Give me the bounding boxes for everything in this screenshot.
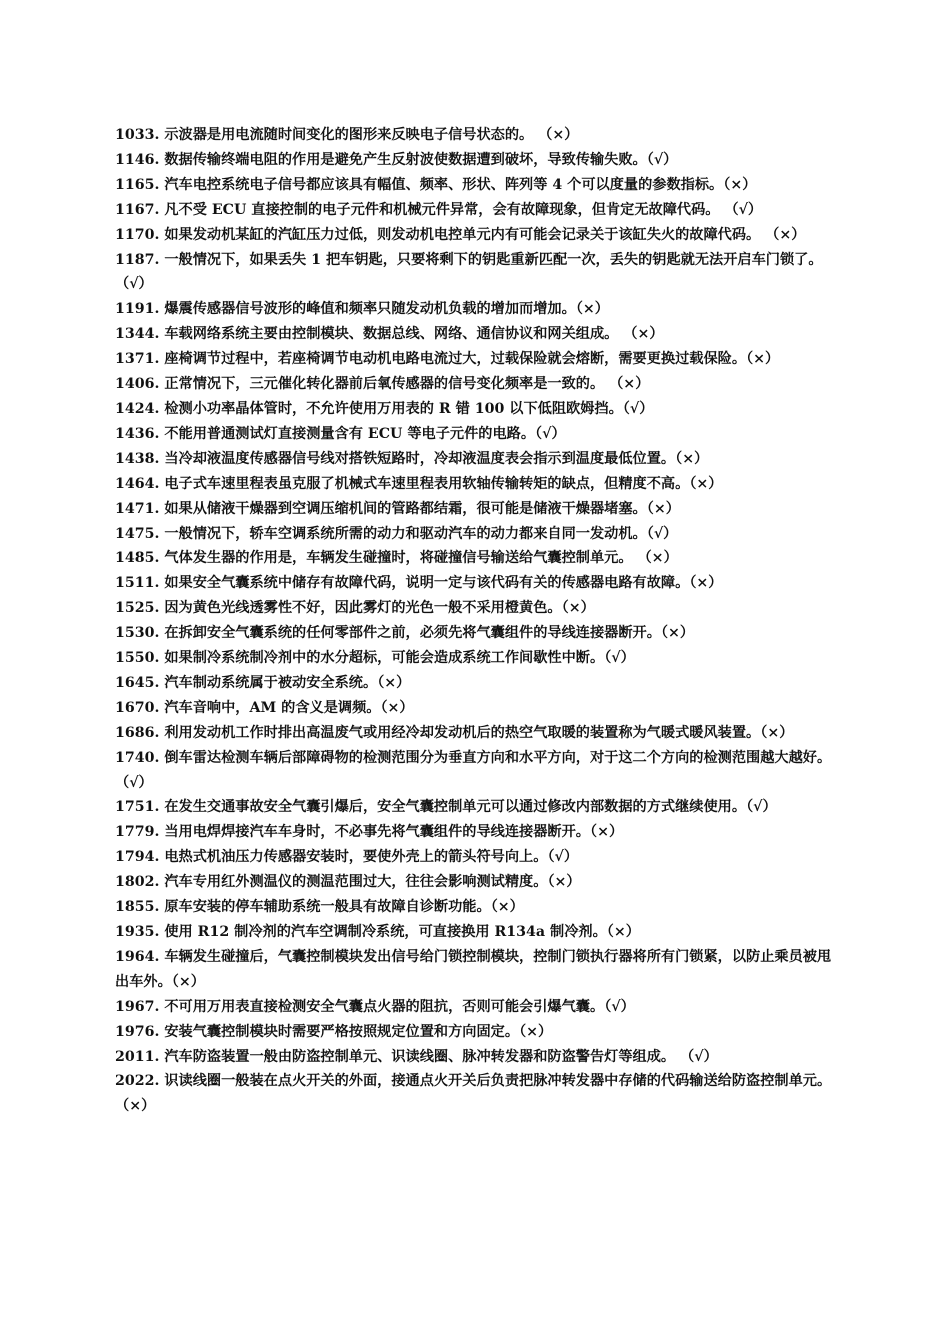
question-item: 1167. 凡不受 ECU 直接控制的电子元件和机械元件异常，会有故障现象，但肯定无故障代码。 （√） — [115, 201, 763, 218]
question-item: 1464. 电子式车速里程表虽克服了机械式车速里程表用软轴传输转矩的缺点，但精度不高。（×） — [115, 475, 723, 492]
question-item: 1967. 不可用万用表直接检测安全气囊点火器的阻抗，否则可能会引爆气囊。（√） — [115, 998, 635, 1015]
question-item: 1525. 因为黄色光线透雾性不好，因此雾灯的光色一般不采用橙黄色。（×） — [115, 600, 595, 617]
document-body — [115, 123, 845, 1119]
question-item: 1686. 利用发动机工作时排出高温废气或用经冷却发动机后的热空气取暖的装置称为气暖式暖风装置。（×） — [115, 724, 794, 741]
question-item: 1438. 当冷却液温度传感器信号线对搭铁短路时，冷却液温度表会指示到温度最低位置。（×） — [115, 450, 709, 467]
question-item: 1033. 示波器是用电流随时间变化的图形来反映电子信号状态的。 （×） — [115, 127, 579, 143]
question-item: 1779. 当用电焊焊接汽车车身时，不必事先将气囊组件的导线连接器断开。（×） — [115, 824, 624, 841]
question-item: 1550. 如果制冷系统制冷剂中的水分超标，可能会造成系统工作间歇性中断。（√） — [115, 650, 635, 667]
question-item: 1802. 汽车专用红外测温仪的测温范围过大，往往会影响测试精度。（×） — [115, 874, 581, 891]
question-item: 1485. 气体发生器的作用是，车辆发生碰撞时，将碰撞信号输送给气囊控制单元。 （×） — [115, 550, 678, 567]
question-item: 1471. 如果从储液干燥器到空调压缩机间的管路都结霜，很可能是储液干燥器堵塞。（×） — [115, 500, 680, 517]
question-item: 1146. 数据传输终端电阻的作用是避免产生反射波使数据遭到破坏，导致传输失败。（√） — [115, 151, 678, 168]
question-item: 1424. 检测小功率晶体管时，不允许使用万用表的 R 错 100 以下低阻欧姆挡。（√） — [115, 400, 654, 417]
question-item: 1964. 车辆发生碰撞后，气囊控制模块发出信号给门锁控制模块，控制门锁执行器将所有门锁紧，以防止乘员被甩出车外。（×） — [115, 948, 832, 990]
question-item: 1794. 电热式机油压力传感器安装时，要使外壳上的箭头符号向上。（√） — [115, 849, 579, 866]
question-item: 1371. 座椅调节过程中，若座椅调节电动机电路电流过大，过载保险就会熔断，需要更换过载保险。（×） — [115, 351, 780, 368]
question-item: 1191. 爆震传感器信号波形的峰值和频率只随发动机负载的增加而增加。（×） — [115, 301, 609, 318]
question-item: 1475. 一般情况下，轿车空调系统所需的动力和驱动汽车的动力都来自同一发动机。（√） — [115, 525, 678, 542]
question-item: 1511. 如果安全气囊系统中储存有故障代码，说明一定与该代码有关的传感器电路有故障。（×） — [115, 575, 723, 592]
question-item: 1670. 汽车音响中，AM 的含义是调频。（×） — [115, 699, 414, 716]
question-item: 1165. 汽车电控系统电子信号都应该具有幅值、频率、形状、阵列等 4 个可以度量的参数指标。（×） — [115, 176, 757, 193]
question-item: 1976. 安装气囊控制模块时需要严格按照规定位置和方向固定。（×） — [115, 1023, 553, 1040]
question-item: 1170. 如果发动机某缸的汽缸压力过低，则发动机电控单元内有可能会记录关于该缸失火的故障代码。 （×） — [115, 226, 806, 243]
question-item: 1436. 不能用普通测试灯直接测量含有 ECU 等电子元件的电路。（√） — [115, 425, 566, 442]
question-item: 1751. 在发生交通事故安全气囊引爆后，安全气囊控制单元可以通过修改内部数据的方式继续使用。（√） — [115, 799, 777, 816]
question-item: 1530. 在拆卸安全气囊系统的任何零部件之前，必须先将气囊组件的导线连接器断开。（×） — [115, 625, 695, 642]
question-item: 1344. 车载网络系统主要由控制模块、数据总线、网络、通信协议和网关组成。 （×） — [115, 326, 664, 343]
question-item: 1645. 汽车制动系统属于被动安全系统。（×） — [115, 674, 411, 691]
question-item: 2022. 识读线圈一般装在点火开关的外面，接通点火开关后负责把脉冲转发器中存储的代码输送给防盗控制单元。（×） — [115, 1073, 832, 1115]
question-item: 1935. 使用 R12 制冷剂的汽车空调制冷系统，可直接换用 R134a 制冷剂。（×） — [115, 924, 640, 940]
question-item: 1406. 正常情况下，三元催化转化器前后氧传感器的信号变化频率是一致的。 （×） — [115, 376, 650, 393]
question-item: 2011. 汽车防盗装置一般由防盗控制单元、识读线圈、脉冲转发器和防盗警告灯等组成。 （√） — [115, 1048, 718, 1065]
question-item: 1187. 一般情况下，如果丢失 1 把车钥匙，只要将剩下的钥匙重新匹配一次，丢失的钥匙就无法开启车门锁了。（√） — [115, 251, 823, 293]
question-item: 1855. 原车安装的停车辅助系统一般具有故障自诊断功能。（×） — [115, 899, 524, 916]
question-item: 1740. 倒车雷达检测车辆后部障碍物的检测范围分为垂直方向和水平方向，对于这二个方向的检测范围越大越好。（√） — [115, 749, 832, 791]
